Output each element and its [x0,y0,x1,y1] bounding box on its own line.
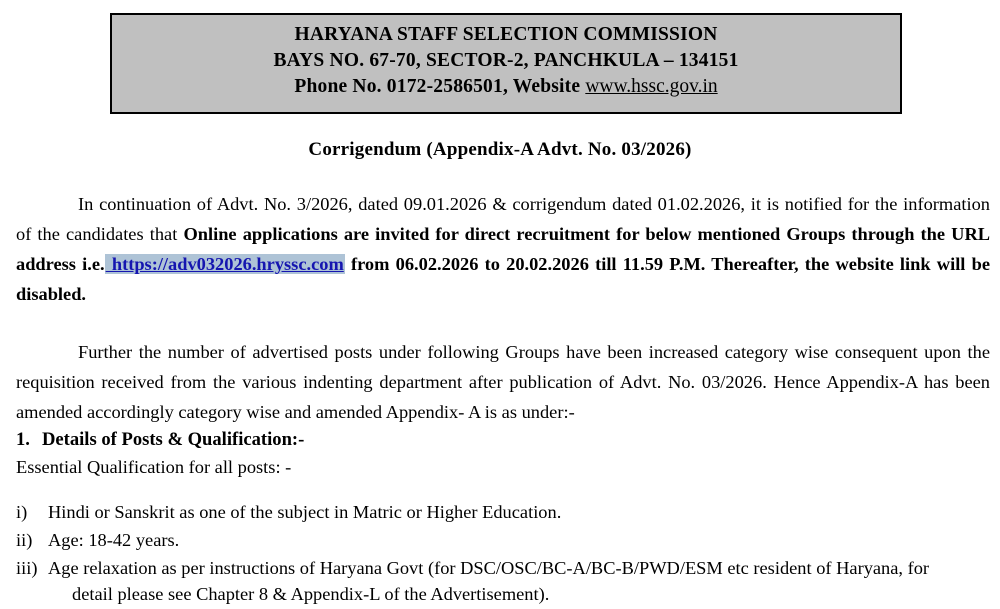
list-item-marker: ii) [16,530,33,550]
section-1-number: 1. [16,429,30,450]
list-item-marker: iii) [16,558,38,578]
document-body [16,189,990,427]
organization-name: HARYANA STAFF SELECTION COMMISSION [294,24,718,45]
list-item-text: Age: 18-42 years. [48,530,180,550]
application-url-link[interactable]: https://adv032026.hryssc.com [105,254,344,274]
section-1-heading [16,429,304,451]
page-title: Corrigendum (Appendix-A Advt. No. 03/2026) [308,139,692,160]
list-item-marker: i) [16,502,28,522]
list-item-text: Hindi or Sanskrit as one of the subject in Matric or Higher Education. [48,502,562,522]
list-item [16,499,976,525]
paragraph-post-increase-notice: Further the number of advertised posts under following Groups have been increased category wise consequent upon the requisition received from the various indenting department after publication of Advt. No. 03/2026. Hence Appendix-A has been amended accordingly category wise and amended Appendix- A is as under:- [16,342,990,422]
para1-segment-bold-2: from 06.02.2026 to 20.02.2026 till 11.59 P.M. Thereafter, the website link will be disabled. [16,254,991,304]
letterhead-box [110,13,902,114]
section-1-title: Details of Posts & Qualification:- [41,429,305,450]
organization-address: BAYS NO. 67-70, SECTOR-2, PANCHKULA – 134151 [273,50,739,71]
list-item [16,555,976,607]
para1-segment-normal: In continuation of Advt. No. 3/2026, dated 09.01.2026 & corrigendum dated 01.02.2026, it is notified for the information of the candidates that [16,194,990,244]
list-item [16,527,976,553]
website-link[interactable]: www.hssc.gov.in [585,76,718,97]
organization-contact [294,74,717,100]
phone-text: Phone No. 0172-2586501, Website [294,76,586,97]
para1-segment-bold-1: Online applications are invited for direct recruitment for below mentioned Groups through the URL address i.e. [16,224,990,274]
list-item-text [48,555,976,607]
list-item-text-line2: detail please see Chapter 8 & Appendix-L of the Advertisement). [72,584,550,604]
list-item-text-line1: Age relaxation as per instructions of Haryana Govt (for DSC/OSC/BC-A/BC-B/PWD/ESM etc resident of Haryana, for [48,558,930,578]
essential-qualification-label: Essential Qualification for all posts: - [16,457,292,477]
qualification-list [16,499,976,609]
paragraph-continuation-notice [16,189,990,309]
